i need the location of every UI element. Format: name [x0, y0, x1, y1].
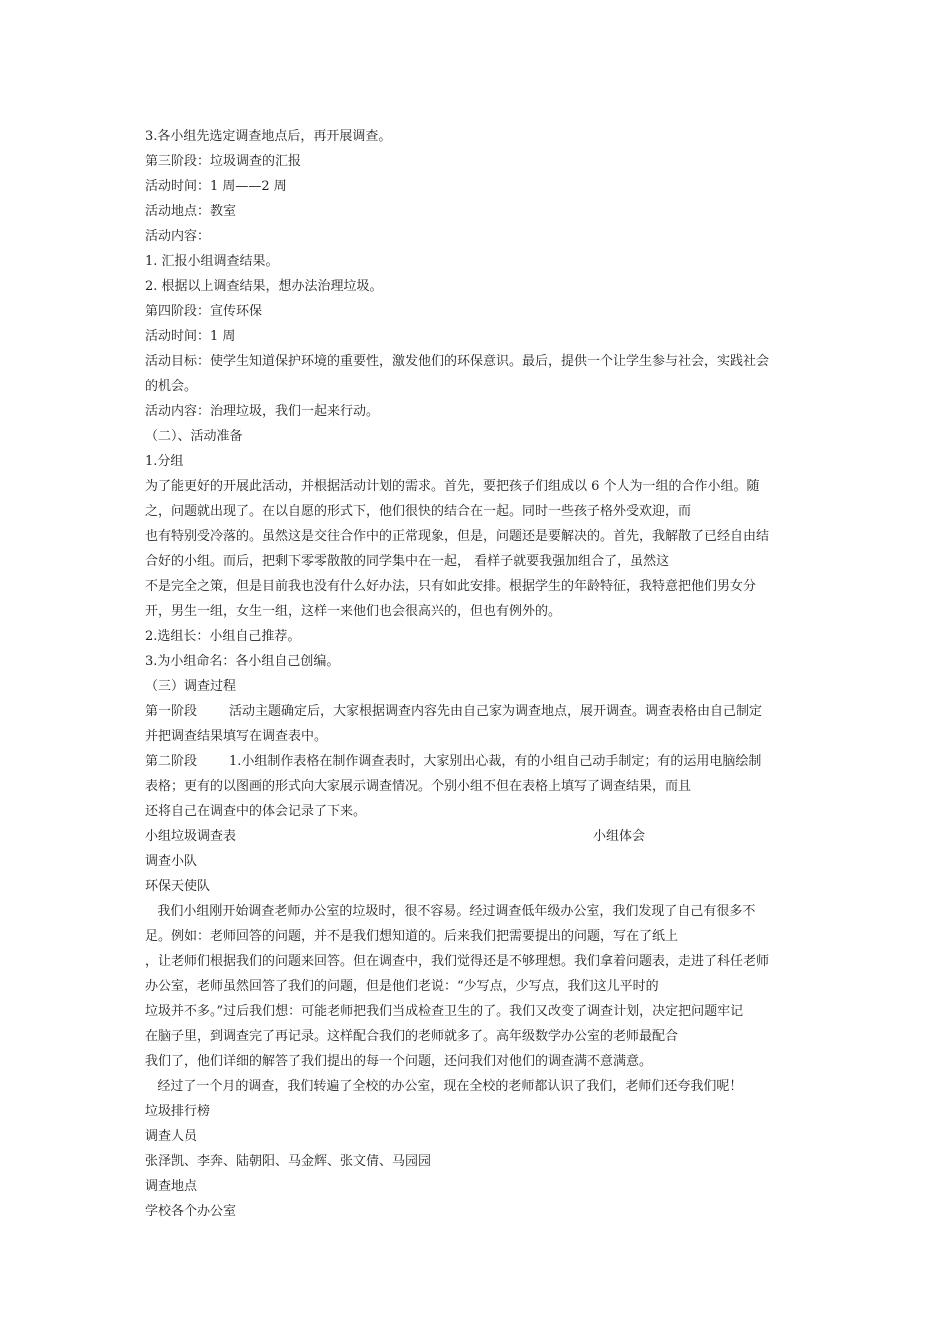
stage-2-label: 第二阶段 — [145, 754, 198, 769]
stage-2-text: 1.小组制作表格在制作调查表时，大家别出心裁，有的小组自己动手制定；有的运用电脑绘制 — [229, 754, 762, 769]
text-line: 为了能更好的开展此活动，并根据活动计划的需求。首先，要把孩子们组成以 6 个人为一组的合作小组。随 — [145, 479, 760, 494]
text-line: 垃圾并不多。”过后我们想：可能老师把我们当成检查卫生的了。我们又改变了调查计划，决定把问题牢记 — [145, 1004, 744, 1019]
text-line: 2. 根据以上调查结果，想办法治理垃圾。 — [145, 279, 383, 294]
text-line: 1. 汇报小组调查结果。 — [145, 254, 279, 269]
text-line: 调查人员 — [145, 1129, 198, 1144]
table-header-row — [145, 824, 810, 849]
text-line: 并把调查结果填写在调查表中。 — [145, 729, 328, 744]
text-line: 3.为小组命名：各小组自己创编。 — [145, 654, 340, 669]
text-line: 张泽凯、李奔、陆朝阳、马金辉、张文倩、马园园 — [145, 1154, 432, 1169]
text-line: 合好的小组。而后，把剩下零零散散的同学集中在一起， 看样子就要我强加组合了，虽然这 — [145, 554, 670, 569]
text-line: 的机会。 — [145, 379, 198, 394]
text-line: ，让老师们根据我们的问题来回答。但在调查中，我们觉得还是不够理想。我们拿着问题表，走进了科任老师 — [145, 954, 770, 969]
table-header-left: 小组垃圾调查表 — [145, 829, 237, 844]
stage-1-text: 活动主题确定后，大家根据调查内容先由自己家为调查地点，展开调查。调查表格由自己制定 — [229, 704, 763, 719]
text-line: 活动内容：治理垃圾，我们一起来行动。 — [145, 404, 380, 419]
section-heading: （二）、活动准备 — [145, 429, 243, 444]
text-line: 活动时间：1 周——2 周 — [145, 179, 287, 194]
text-line: 在脑子里，到调查完了再记录。这样配合我们的老师就多了。高年级数学办公室的老师最配合 — [145, 1029, 679, 1044]
text-line: 活动目标：使学生知道保护环境的重要性，激发他们的环保意识。最后，提供一个让学生参与社会，实践社会 — [145, 354, 770, 369]
section-heading: 第四阶段：宣传环保 — [145, 304, 263, 319]
text-line: 2.选组长：小组自己推荐。 — [145, 629, 301, 644]
text-line: 垃圾排行榜 — [145, 1104, 211, 1119]
text-line: 表格；更有的以图画的形式向大家展示调查情况。个别小组不但在表格上填写了调查结果，而且 — [145, 779, 692, 794]
section-heading: （三）调查过程 — [145, 679, 237, 694]
text-line: 3.各小组先选定调查地点后，再开展调查。 — [145, 129, 392, 144]
text-line: 也有特别受冷落的。虽然这是交往合作中的正常现象，但是，问题还是要解决的。首先，我解散了已经自由结 — [145, 529, 770, 544]
stage-2-line — [145, 749, 810, 774]
text-line: 不是完全之策，但是目前我也没有什么好办法，只有如此安排。根据学生的年龄特征，我特意把他们男女分 — [145, 579, 757, 594]
text-line: 1.分组 — [145, 454, 184, 469]
text-line: 我们了，他们详细的解答了我们提出的每一个问题，还问我们对他们的调查满不意满意。 — [145, 1054, 653, 1069]
text-line: 调查小队 — [145, 854, 198, 869]
text-line: 活动内容： — [145, 229, 211, 244]
text-line: 我们小组刚开始调查老师办公室的垃圾时，很不容易。经过调查低年级办公室，我们发现了自己有很多不 — [145, 904, 756, 919]
text-line: 足。例如：老师回答的问题，并不是我们想知道的。后来我们把需要提出的问题，写在了纸上 — [145, 929, 679, 944]
text-line: 学校各个办公室 — [145, 1204, 237, 1219]
text-line: 活动时间：1 周 — [145, 329, 236, 344]
text-line: 之，问题就出现了。在以自愿的形式下，他们很快的结合在一起。同时一些孩子格外受欢迎，而 — [145, 504, 692, 519]
table-header-right: 小组体会 — [593, 829, 646, 844]
text-line: 调查地点 — [145, 1179, 198, 1194]
section-heading: 第三阶段：垃圾调查的汇报 — [145, 154, 302, 169]
stage-1-line — [145, 699, 810, 724]
text-line: 环保天使队 — [145, 879, 211, 894]
document-page — [145, 124, 810, 1224]
text-line: 办公室，老师虽然回答了我们的问题，但是他们老说：“少写点，少写点，我们这儿平时的 — [145, 979, 659, 994]
text-line: 经过了一个月的调查，我们转遍了全校的办公室，现在全校的老师都认识了我们，老师们还夸我们呢！ — [145, 1079, 743, 1094]
text-line: 开，男生一组，女生一组，这样一来他们也会很高兴的，但也有例外的。 — [145, 604, 562, 619]
stage-1-label: 第一阶段 — [145, 704, 198, 719]
text-line: 活动地点：教室 — [145, 204, 237, 219]
text-line: 还将自己在调查中的体会记录了下来。 — [145, 804, 367, 819]
